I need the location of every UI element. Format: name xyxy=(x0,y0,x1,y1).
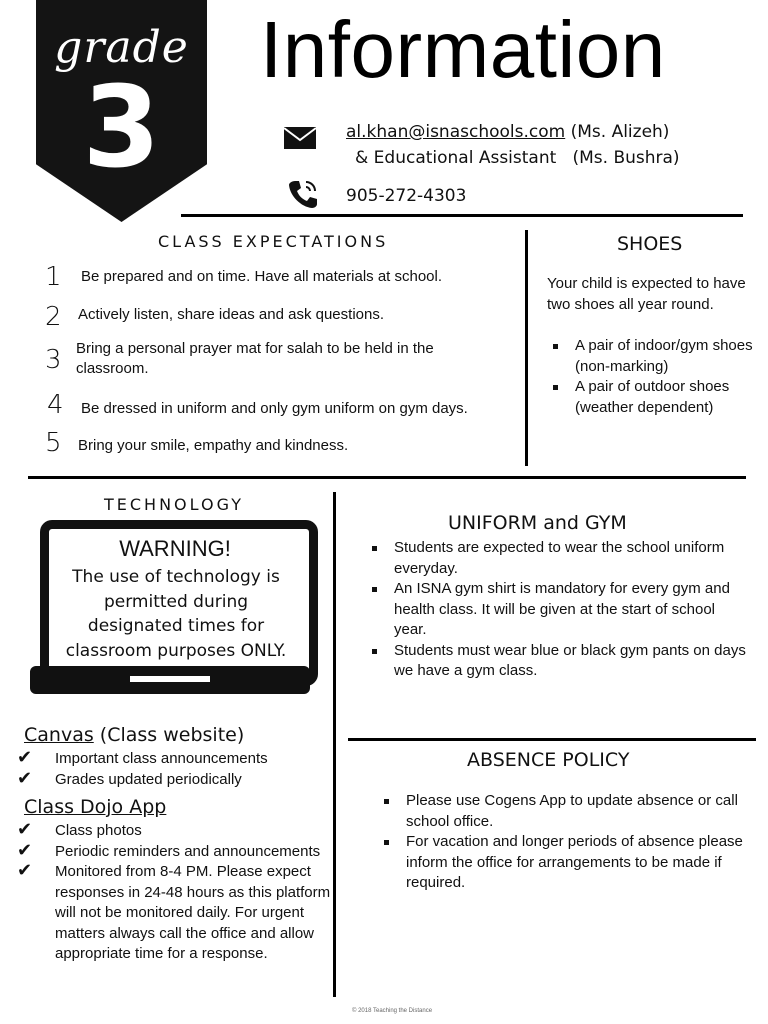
class-expectations-heading: CLASS EXPECTATIONS xyxy=(158,232,389,251)
canvas-heading-rest: (Class website) xyxy=(93,724,245,746)
expectation-text: Be prepared and on time. Have all materials at school. xyxy=(81,268,443,285)
header-rule xyxy=(181,214,743,217)
expectation-text: Bring your smile, empathy and kindness. xyxy=(78,437,349,454)
list-item: For vacation and longer periods of absence please inform the office for arrangements to be made if required. xyxy=(378,832,748,894)
checkmark-icon: ✔ xyxy=(17,767,33,789)
absence-heading: ABSENCE POLICY xyxy=(467,749,630,771)
list-item: ✔ Grades updated periodically xyxy=(17,767,242,789)
shoes-heading: SHOES xyxy=(617,233,683,255)
list-item: A pair of indoor/gym shoes (non-marking) xyxy=(547,336,763,377)
phone-icon xyxy=(287,178,319,210)
warning-title: WARNING! xyxy=(119,536,231,561)
list-item: ✔ Important class announcements xyxy=(17,747,268,768)
list-item: ✔ Class photos xyxy=(17,819,142,840)
absence-list xyxy=(378,791,748,894)
shoes-list xyxy=(547,336,763,418)
phone-number[interactable]: 905-272-4303 xyxy=(346,186,467,206)
email-line xyxy=(346,122,669,142)
mail-icon xyxy=(283,126,317,150)
canvas-heading xyxy=(24,724,244,746)
page-title: Information xyxy=(260,5,666,94)
mid-rule xyxy=(28,476,746,479)
expectation-number: 2 xyxy=(45,302,62,332)
expectation-text: Bring a personal prayer mat for salah to be held in the classroom. xyxy=(76,340,434,377)
grade-number: 3 xyxy=(82,63,161,193)
expectations-divider xyxy=(525,230,528,466)
dojo-link[interactable]: Class Dojo App xyxy=(24,796,167,818)
list-item: ✔ Periodic reminders and announcements xyxy=(17,839,321,861)
list-item: Students must wear blue or black gym pants on days we have a gym class. xyxy=(366,641,746,682)
technology-heading: TECHNOLOGY xyxy=(104,495,244,514)
checkmark-icon: ✔ xyxy=(17,819,33,840)
shoes-intro: Your child is expected to have two shoes all year round. xyxy=(547,275,746,313)
canvas-list xyxy=(17,749,317,790)
expectation-text: Actively listen, share ideas and ask questions. xyxy=(78,306,384,323)
assistant-line: & Educational Assistant (Ms. Bushra) xyxy=(355,148,680,168)
list-item: ✔ Monitored from 8-4 PM. Please expect responses in 24-48 hours as this platform will not be monitored daily. For urgent matters always call the office and allow appropriate time for a response. xyxy=(17,860,331,962)
expectation-number: 5 xyxy=(45,428,62,458)
list-item: Students are expected to wear the school uniform everyday. xyxy=(366,538,746,579)
checkmark-icon: ✔ xyxy=(17,839,33,861)
list-item: A pair of outdoor shoes (weather dependent) xyxy=(547,377,763,418)
list-item: An ISNA gym shirt is mandatory for every gym and health class. It will be given at the start of school year. xyxy=(366,579,746,641)
list-item: Please use Cogens App to update absence or call school office. xyxy=(378,791,748,832)
email-name: (Ms. Alizeh) xyxy=(565,122,670,142)
expectation-number: 1 xyxy=(45,262,62,292)
checkmark-icon: ✔ xyxy=(17,860,33,881)
dojo-list xyxy=(17,821,335,965)
uniform-list xyxy=(366,538,746,682)
canvas-link[interactable]: Canvas xyxy=(24,724,94,746)
email-link[interactable]: al.khan@isnaschools.com xyxy=(346,122,566,142)
expectation-number: 4 xyxy=(47,390,64,420)
laptop-notch xyxy=(130,676,210,682)
warning-text: The use of technology is permitted during designated times for classroom purposes ONLY. xyxy=(65,567,287,661)
uniform-heading: UNIFORM and GYM xyxy=(448,512,627,534)
grade-word: grade xyxy=(54,22,189,73)
copyright-footer: © 2018 Teaching the Distance xyxy=(352,1008,433,1014)
absence-rule xyxy=(348,738,756,741)
expectation-number: 3 xyxy=(45,345,62,375)
dojo-heading xyxy=(24,796,166,818)
expectation-text: Be dressed in uniform and only gym uniform on gym days. xyxy=(81,400,468,417)
checkmark-icon: ✔ xyxy=(17,747,33,768)
